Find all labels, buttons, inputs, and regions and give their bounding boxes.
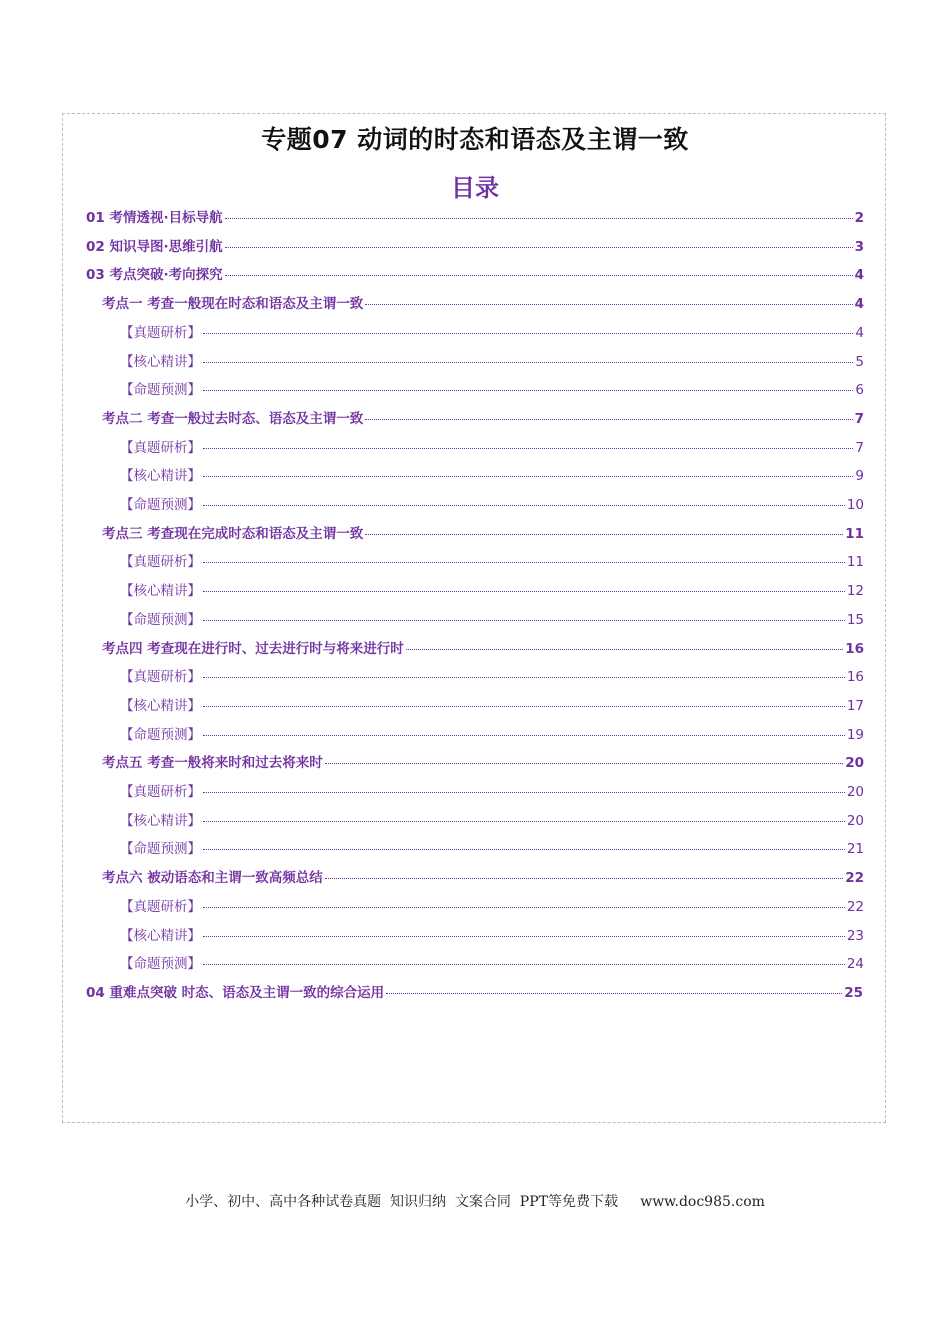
toc-entry[interactable]	[102, 751, 864, 777]
toc-entry[interactable]	[102, 407, 864, 433]
toc-entry[interactable]	[120, 321, 864, 347]
toc-entry-label: 【真题研析】	[120, 898, 201, 915]
toc-entry[interactable]	[120, 436, 864, 462]
toc-leader-dots	[325, 878, 844, 879]
toc-entry-label: 【命题预测】	[120, 956, 201, 973]
toc-entry-label: 考点四 考查现在进行时、过去进行时与将来进行时	[102, 640, 404, 657]
toc-entry-label: 【核心精讲】	[120, 697, 201, 714]
toc-entry-page: 25	[844, 984, 863, 1001]
toc-entry[interactable]	[120, 665, 864, 691]
toc-leader-dots	[203, 792, 845, 793]
toc-entry-label: 【命题预测】	[120, 497, 201, 513]
toc-entry-page: 2	[854, 210, 864, 226]
toc-entry-label: 【命题预测】	[120, 611, 201, 628]
toc-leader-dots	[203, 362, 853, 363]
toc-leader-dots	[225, 247, 853, 248]
footer-text: 小学、初中、高中各种试卷真题 知识归纳 文案合同 PPT等免费下载 www.doc985.com	[185, 1194, 765, 1210]
toc-entry-page: 7	[855, 439, 864, 456]
toc-entry[interactable]	[120, 837, 864, 863]
toc-leader-dots	[365, 304, 852, 305]
toc-leader-dots	[225, 218, 853, 219]
toc-leader-dots	[365, 534, 843, 535]
toc-entry-page: 21	[846, 841, 864, 858]
toc-entry-page: 15	[846, 611, 864, 628]
toc-entry-label: 03 考点突破·考向探究	[86, 267, 223, 284]
toc-leader-dots	[203, 591, 845, 592]
toc-leader-dots	[203, 448, 853, 449]
toc-entry[interactable]	[120, 493, 864, 519]
toc-entry[interactable]	[86, 206, 864, 232]
toc-entry[interactable]	[102, 522, 864, 548]
toc-entry[interactable]	[120, 694, 864, 720]
toc-leader-dots	[406, 649, 844, 650]
toc-leader-dots	[203, 562, 845, 563]
toc-entry[interactable]	[120, 895, 864, 921]
toc-leader-dots	[203, 849, 845, 850]
toc-entry[interactable]	[120, 350, 864, 376]
toc-entry-page: 11	[846, 554, 864, 571]
toc-leader-dots	[386, 993, 842, 994]
toc-entry-page: 22	[846, 898, 864, 915]
toc-entry-page: 16	[846, 669, 864, 686]
toc-leader-dots	[365, 419, 852, 420]
toc-entry-label: 【核心精讲】	[120, 468, 201, 485]
toc-entry-label: 01 考情透视·目标导航	[86, 210, 223, 226]
toc-entry[interactable]	[102, 292, 864, 318]
toc-entry-page: 20	[846, 812, 864, 829]
toc-entry[interactable]	[86, 235, 864, 261]
toc-entry-label: 【命题预测】	[120, 382, 201, 399]
toc-entry-label: 【真题研析】	[120, 669, 201, 686]
toc-entry-label: 【核心精讲】	[120, 583, 201, 600]
toc-entry-label: 04 重难点突破 时态、语态及主谓一致的综合运用	[86, 984, 385, 1001]
toc-entry[interactable]	[120, 809, 864, 835]
toc-entry-page: 17	[846, 697, 864, 714]
toc-leader-dots	[203, 735, 845, 736]
toc-leader-dots	[203, 677, 845, 678]
toc-leader-dots	[203, 936, 845, 937]
toc-entry-label: 【核心精讲】	[120, 812, 201, 829]
toc-entry[interactable]	[102, 866, 864, 892]
toc-leader-dots	[203, 476, 853, 477]
toc-entry-label: 【命题预测】	[120, 726, 201, 743]
toc-leader-dots	[325, 763, 844, 764]
toc-leader-dots	[225, 275, 853, 276]
toc-entry-page: 19	[846, 726, 864, 743]
toc-entry-page: 4	[855, 324, 864, 341]
toc-entry-label: 考点五 考查一般将来时和过去将来时	[102, 755, 323, 772]
toc-leader-dots	[203, 333, 853, 334]
toc-entry-page: 16	[845, 640, 864, 657]
toc-entry[interactable]	[120, 378, 864, 404]
toc-leader-dots	[203, 706, 845, 707]
toc-entry-page: 12	[846, 583, 864, 600]
toc-leader-dots	[203, 821, 845, 822]
toc-entry-page: 4	[854, 267, 864, 284]
toc-entry[interactable]	[120, 550, 864, 576]
toc-entry-page: 3	[854, 238, 864, 255]
toc-entry-label: 【核心精讲】	[120, 353, 201, 370]
toc-entry-page: 23	[846, 927, 864, 944]
toc-entry-page: 7	[854, 410, 864, 427]
toc-entry-label: 【核心精讲】	[120, 927, 201, 944]
toc-entry[interactable]	[120, 924, 864, 950]
toc-leader-dots	[203, 964, 845, 965]
toc-entry[interactable]	[120, 464, 864, 490]
toc-entry-page: 22	[845, 870, 864, 887]
toc-entry[interactable]	[120, 579, 864, 605]
toc-entry-page: 11	[845, 525, 864, 542]
toc-entry-page: 24	[846, 956, 864, 973]
toc-entry-label: 【真题研析】	[120, 439, 201, 456]
toc-leader-dots	[203, 505, 845, 506]
toc-entry[interactable]	[102, 637, 864, 663]
toc-entry[interactable]	[120, 723, 864, 749]
toc-heading: 目录	[451, 174, 499, 202]
toc-entry-page: 6	[855, 382, 864, 399]
toc-entry-page: 20	[845, 755, 864, 772]
toc-entry-label: 考点二 考查一般过去时态、语态及主谓一致	[102, 410, 364, 427]
toc-entry[interactable]	[120, 780, 864, 806]
toc-entry[interactable]	[120, 608, 864, 634]
toc-leader-dots	[203, 907, 845, 908]
toc-entry-label: 考点一 考查一般现在时态和语态及主谓一致	[102, 296, 364, 313]
toc-entry-label: 02 知识导图·思维引航	[86, 238, 223, 255]
toc-entry-page: 4	[854, 296, 864, 313]
toc-entry[interactable]	[86, 263, 864, 289]
toc-entry[interactable]	[86, 981, 863, 1007]
toc-leader-dots	[203, 390, 853, 391]
toc-entry-page: 20	[846, 784, 864, 800]
toc-entry-page: 10	[846, 497, 864, 513]
toc-entry[interactable]	[120, 952, 864, 978]
toc-entry-label: 【真题研析】	[120, 324, 201, 341]
toc-entry-label: 【真题研析】	[120, 784, 201, 800]
toc-entry-label: 【真题研析】	[120, 554, 201, 571]
toc-leader-dots	[203, 620, 845, 621]
toc-entry-label: 考点三 考查现在完成时态和语态及主谓一致	[102, 525, 364, 542]
toc-entry-page: 9	[855, 468, 864, 485]
toc-entry-page: 5	[855, 353, 864, 370]
document-title: 专题07 动词的时态和语态及主谓一致	[261, 125, 689, 154]
toc-entry-label: 考点六 被动语态和主谓一致高频总结	[102, 870, 323, 887]
toc-entry-label: 【命题预测】	[120, 841, 201, 858]
